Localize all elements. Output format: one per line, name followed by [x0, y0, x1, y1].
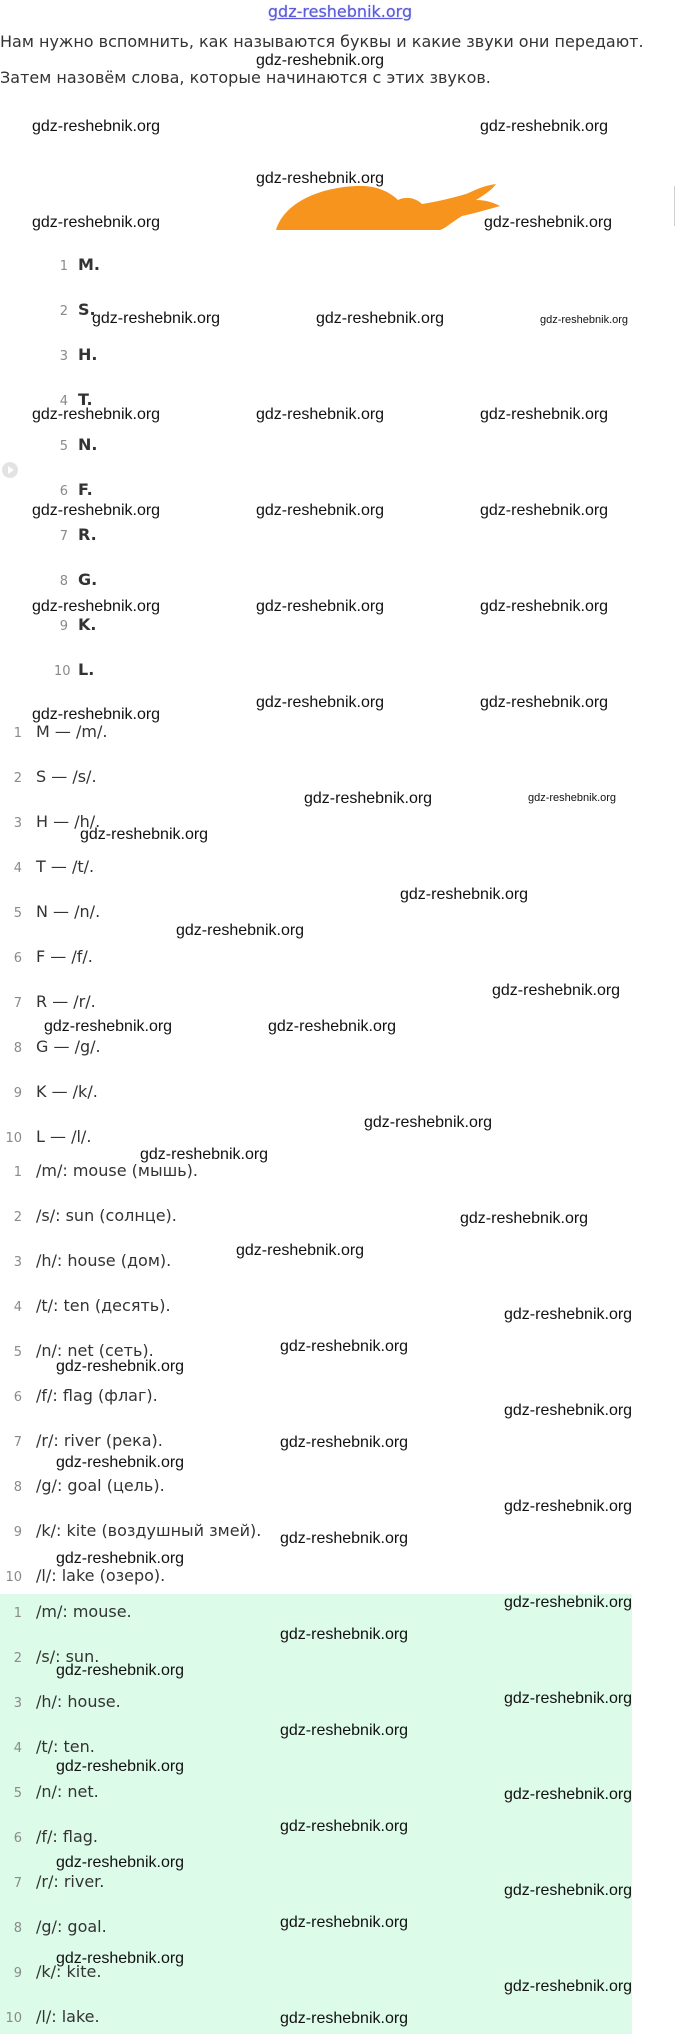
watermark-text: gdz-reshebnik.org	[504, 1498, 633, 1515]
watermark-text: gdz-reshebnik.org	[32, 118, 161, 135]
intro-line-2: Затем назовём слова, которые начинаются с этих звуков.	[0, 68, 491, 87]
letter-item	[54, 614, 96, 636]
watermark-text: gdz-reshebnik.org	[256, 502, 385, 519]
sound-item-number: 1	[13, 726, 22, 741]
translation-item	[0, 1385, 158, 1407]
translation-item-number: 10	[5, 1570, 22, 1585]
watermark-text: gdz-reshebnik.org	[540, 314, 629, 326]
answer-item-number: 10	[5, 2011, 22, 2026]
sound-item	[0, 946, 93, 968]
watermark-text: gdz-reshebnik.org	[504, 1402, 633, 1419]
watermark-text: gdz-reshebnik.org	[480, 694, 609, 711]
letter-item-text: N.	[78, 435, 98, 454]
letter-item-number: 1	[59, 259, 68, 274]
answer-item-text: /r/: river.	[36, 1872, 105, 1891]
letter-item-text: S.	[78, 300, 96, 319]
watermark-text: gdz-reshebnik.org	[256, 694, 385, 711]
answer-item	[0, 1691, 121, 1713]
letter-item-number: 4	[59, 394, 68, 409]
answer-item-number: 5	[13, 1786, 22, 1801]
answer-item-text: /h/: house.	[36, 1692, 121, 1711]
site-link[interactable]: gdz-reshebnik.org	[267, 2, 413, 21]
sound-item-text: S — /s/.	[36, 767, 97, 786]
watermark-text: gdz-reshebnik.org	[236, 1242, 365, 1259]
watermark-text: gdz-reshebnik.org	[256, 598, 385, 615]
sound-item	[0, 1126, 91, 1148]
answer-item	[0, 1736, 95, 1758]
sound-item-text: G — /g/.	[36, 1037, 101, 1056]
translation-item-text: /f/: flag (флаг).	[36, 1386, 158, 1405]
watermark-text: gdz-reshebnik.org	[56, 1854, 185, 1871]
watermark-text: gdz-reshebnik.org	[280, 1434, 409, 1451]
letter-item	[54, 434, 97, 456]
sound-item	[0, 721, 107, 743]
answer-item-text: /k/: kite.	[36, 1962, 102, 1981]
watermark-text: gdz-reshebnik.org	[256, 170, 385, 187]
watermark-text: gdz-reshebnik.org	[176, 922, 305, 939]
translation-item	[0, 1295, 171, 1317]
watermark-text: gdz-reshebnik.org	[492, 982, 621, 999]
watermark-text: gdz-reshebnik.org	[32, 502, 161, 519]
sound-item	[0, 901, 100, 923]
watermark-text: gdz-reshebnik.org	[256, 406, 385, 423]
letter-item-text: M.	[78, 255, 100, 274]
play-button-icon[interactable]	[2, 462, 18, 478]
answer-item	[0, 1601, 132, 1623]
answer-item-number: 4	[13, 1741, 22, 1756]
watermark-text: gdz-reshebnik.org	[484, 214, 613, 231]
watermark-text: gdz-reshebnik.org	[32, 598, 161, 615]
translation-item-text: /g/: goal (цель).	[36, 1476, 165, 1495]
sound-item	[0, 1036, 101, 1058]
translation-item	[0, 1565, 165, 1587]
letter-item-text: G.	[78, 570, 98, 589]
watermark-text: gdz-reshebnik.org	[504, 1594, 633, 1611]
watermark-text: gdz-reshebnik.org	[504, 1690, 633, 1707]
answer-item-text: /n/: net.	[36, 1782, 99, 1801]
watermark-text: gdz-reshebnik.org	[280, 1818, 409, 1835]
answer-item	[0, 2006, 100, 2028]
watermark-text: gdz-reshebnik.org	[316, 310, 445, 327]
answer-item-text: /t/: ten.	[36, 1737, 95, 1756]
watermark-text: gdz-reshebnik.org	[280, 2010, 409, 2027]
letter-item-text: R.	[78, 525, 97, 544]
translation-item-number: 2	[13, 1210, 22, 1225]
letter-item-number: 5	[59, 439, 68, 454]
translation-item-text: /r/: river (река).	[36, 1431, 163, 1450]
letter-item-text: L.	[78, 660, 95, 679]
letter-item-text: K.	[78, 615, 97, 634]
translation-item-text: /k/: kite (воздушный змей).	[36, 1521, 262, 1540]
side-tab[interactable]	[674, 186, 678, 226]
sound-item-number: 3	[13, 816, 22, 831]
sound-item-text: F — /f/.	[36, 947, 93, 966]
letter-item	[54, 659, 94, 681]
sound-item-text: T — /t/.	[36, 857, 95, 876]
letter-item-number: 8	[59, 574, 68, 589]
watermark-text: gdz-reshebnik.org	[364, 1114, 493, 1131]
letter-item-text: H.	[78, 345, 98, 364]
watermark-text: gdz-reshebnik.org	[480, 598, 609, 615]
watermark-text: gdz-reshebnik.org	[256, 52, 385, 69]
translation-item-number: 6	[13, 1390, 22, 1405]
sound-item-number: 8	[13, 1041, 22, 1056]
sound-item-number: 6	[13, 951, 22, 966]
letter-item-number: 10	[54, 664, 71, 679]
answer-item	[0, 1826, 98, 1848]
watermark-text: gdz-reshebnik.org	[504, 1978, 633, 1995]
watermark-text: gdz-reshebnik.org	[56, 1358, 185, 1375]
answer-item-text: /l/: lake.	[36, 2007, 100, 2026]
watermark-text: gdz-reshebnik.org	[268, 1018, 397, 1035]
answer-item-text: /g/: goal.	[36, 1917, 107, 1936]
sound-item-text: M — /m/.	[36, 722, 108, 741]
translation-item-text: /l/: lake (озеро).	[36, 1566, 166, 1585]
fox-illustration	[276, 184, 500, 232]
sound-item	[0, 766, 97, 788]
watermark-text: gdz-reshebnik.org	[32, 706, 161, 723]
answer-item	[0, 1871, 104, 1893]
translation-item	[0, 1250, 171, 1272]
watermark-text: gdz-reshebnik.org	[56, 1550, 185, 1567]
translation-item-text: /t/: ten (десять).	[36, 1296, 171, 1315]
watermark-text: gdz-reshebnik.org	[400, 886, 529, 903]
sound-item-number: 5	[13, 906, 22, 921]
translation-item-text: /n/: net (сеть).	[36, 1341, 154, 1360]
sound-item	[0, 856, 94, 878]
watermark-text: gdz-reshebnik.org	[44, 1018, 173, 1035]
sound-item-text: H — /h/.	[36, 812, 101, 831]
letter-item-text: F.	[78, 480, 93, 499]
letter-item-number: 2	[59, 304, 68, 319]
translation-item-number: 8	[13, 1480, 22, 1495]
letter-item	[54, 569, 97, 591]
watermark-text: gdz-reshebnik.org	[280, 1914, 409, 1931]
watermark-text: gdz-reshebnik.org	[32, 214, 161, 231]
sound-item-text: L — /l/.	[36, 1127, 92, 1146]
translation-item-text: /m/: mouse (мышь).	[36, 1161, 198, 1180]
sound-item	[0, 1081, 98, 1103]
translation-item-number: 5	[13, 1345, 22, 1360]
letter-item-text: T.	[78, 390, 93, 409]
sound-item-number: 10	[5, 1131, 22, 1146]
translation-item-text: /s/: sun (солнце).	[36, 1206, 177, 1225]
letter-item	[54, 344, 97, 366]
letter-item-number: 3	[59, 349, 68, 364]
answer-item-number: 7	[13, 1876, 22, 1891]
translation-item	[0, 1430, 163, 1452]
watermark-text: gdz-reshebnik.org	[504, 1882, 633, 1899]
watermark-text: gdz-reshebnik.org	[480, 118, 609, 135]
answer-item-number: 1	[13, 1606, 22, 1621]
watermark-text: gdz-reshebnik.org	[460, 1210, 589, 1227]
intro-line-1: Нам нужно вспомнить, как называются буквы и какие звуки они передают.	[0, 32, 644, 51]
answer-item-number: 2	[13, 1651, 22, 1666]
translation-item-number: 9	[13, 1525, 22, 1540]
watermark-text: gdz-reshebnik.org	[56, 1662, 185, 1679]
watermark-text: gdz-reshebnik.org	[480, 406, 609, 423]
watermark-text: gdz-reshebnik.org	[92, 310, 221, 327]
sound-item-number: 4	[13, 861, 22, 876]
letter-item	[54, 299, 96, 321]
translation-item	[0, 1475, 165, 1497]
watermark-text: gdz-reshebnik.org	[56, 1758, 185, 1775]
answer-item-text: /s/: sun.	[36, 1647, 100, 1666]
watermark-text: gdz-reshebnik.org	[528, 792, 617, 804]
sound-item-number: 2	[13, 771, 22, 786]
sound-item-number: 7	[13, 996, 22, 1011]
answer-item-number: 3	[13, 1696, 22, 1711]
watermark-text: gdz-reshebnik.org	[32, 406, 161, 423]
translation-item-number: 7	[13, 1435, 22, 1450]
translation-item	[0, 1205, 177, 1227]
watermark-text: gdz-reshebnik.org	[56, 1454, 185, 1471]
translation-item	[0, 1520, 261, 1542]
watermark-text: gdz-reshebnik.org	[480, 502, 609, 519]
letter-item-number: 7	[59, 529, 68, 544]
watermark-text: gdz-reshebnik.org	[504, 1786, 633, 1803]
answer-item	[0, 1916, 107, 1938]
watermark-text: gdz-reshebnik.org	[304, 790, 433, 807]
answer-item-number: 6	[13, 1831, 22, 1846]
watermark-text: gdz-reshebnik.org	[280, 1722, 409, 1739]
watermark-text: gdz-reshebnik.org	[80, 826, 209, 843]
sound-item-text: N — /n/.	[36, 902, 101, 921]
letter-item-number: 9	[59, 619, 68, 634]
answer-item-text: /f/: flag.	[36, 1827, 99, 1846]
sound-item-text: R — /r/.	[36, 992, 96, 1011]
answer-item-number: 9	[13, 1966, 22, 1981]
answer-item-text: /m/: mouse.	[36, 1602, 132, 1621]
watermark-text: gdz-reshebnik.org	[280, 1626, 409, 1643]
watermark-text: gdz-reshebnik.org	[56, 1950, 185, 1967]
translation-item-number: 3	[13, 1255, 22, 1270]
letter-item	[54, 524, 97, 546]
letter-item	[54, 254, 100, 276]
watermark-text: gdz-reshebnik.org	[280, 1530, 409, 1547]
sound-item	[0, 991, 96, 1013]
watermark-text: gdz-reshebnik.org	[140, 1146, 269, 1163]
letter-item-number: 6	[59, 484, 68, 499]
translation-item-number: 4	[13, 1300, 22, 1315]
answer-item	[0, 1781, 99, 1803]
sound-item-number: 9	[13, 1086, 22, 1101]
translation-item-text: /h/: house (дом).	[36, 1251, 172, 1270]
watermark-text: gdz-reshebnik.org	[280, 1338, 409, 1355]
letter-item	[54, 479, 93, 501]
watermark-text: gdz-reshebnik.org	[504, 1306, 633, 1323]
translation-item-number: 1	[13, 1165, 22, 1180]
sound-item-text: K — /k/.	[36, 1082, 98, 1101]
answer-item-number: 8	[13, 1921, 22, 1936]
